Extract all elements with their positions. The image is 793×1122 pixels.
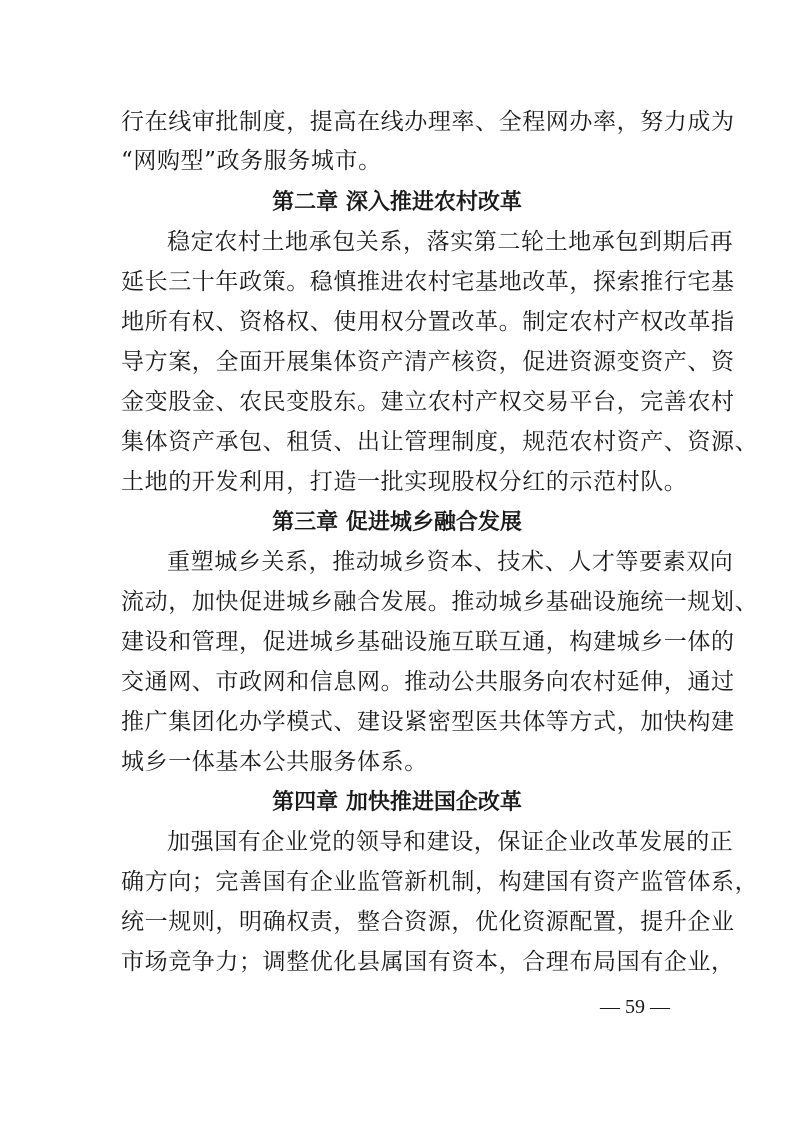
text-line: 推广集团化办学模式、建设紧密型医共体等方式，加快构建	[121, 709, 735, 735]
text-line: 导方案，全面开展集体资产清产核资，促进资源变资产、资	[121, 349, 735, 375]
chapter-2-heading: 第二章 深入推进农村改革	[272, 189, 522, 215]
text-line: 地所有权、资格权、使用权分置改革。制定农村产权改革指	[121, 309, 735, 335]
chapter-3-heading: 第三章 促进城乡融合发展	[272, 509, 522, 535]
text-line: 流动，加快促进城乡融合发展。推动城乡基础设施统一规划、	[121, 589, 759, 615]
text-line: 延长三十年政策。稳慎推进农村宅基地改革，探索推行宅基	[121, 269, 735, 295]
text-line: 交通网、市政网和信息网。推动公共服务向农村延伸，通过	[121, 669, 735, 695]
text-line: 土地的开发利用，打造一批实现股权分红的示范村队。	[121, 469, 688, 495]
text-line: 确方向；完善国有企业监管新机制，构建国有资产监管体系，	[121, 869, 759, 895]
text-line: 稳定农村土地承包关系，落实第二轮土地承包到期后再	[167, 229, 734, 255]
text-line: “网购型”政务服务城市。	[121, 148, 382, 174]
page-number: — 59 —	[600, 996, 670, 1018]
text-line: 市场竞争力；调整优化县属国有资本，合理布局国有企业，	[121, 949, 735, 975]
text-line: 集体资产承包、租赁、出让管理制度，规范农村资产、资源、	[121, 429, 759, 455]
text-line: 城乡一体基本公共服务体系。	[121, 749, 428, 775]
text-line: 行在线审批制度，提高在线办理率、全程网办率，努力成为	[121, 109, 735, 135]
text-line: 金变股金、农民变股东。建立农村产权交易平台，完善农村	[121, 389, 735, 415]
chapter-4-heading: 第四章 加快推进国企改革	[272, 789, 522, 815]
text-line: 加强国有企业党的领导和建设，保证企业改革发展的正	[167, 829, 734, 855]
text-line: 建设和管理，促进城乡基础设施互联互通，构建城乡一体的	[121, 629, 735, 655]
text-line: 统一规则，明确权责，整合资源，优化资源配置，提升企业	[121, 909, 735, 935]
text-line: 重塑城乡关系，推动城乡资本、技术、人才等要素双向	[167, 549, 734, 575]
